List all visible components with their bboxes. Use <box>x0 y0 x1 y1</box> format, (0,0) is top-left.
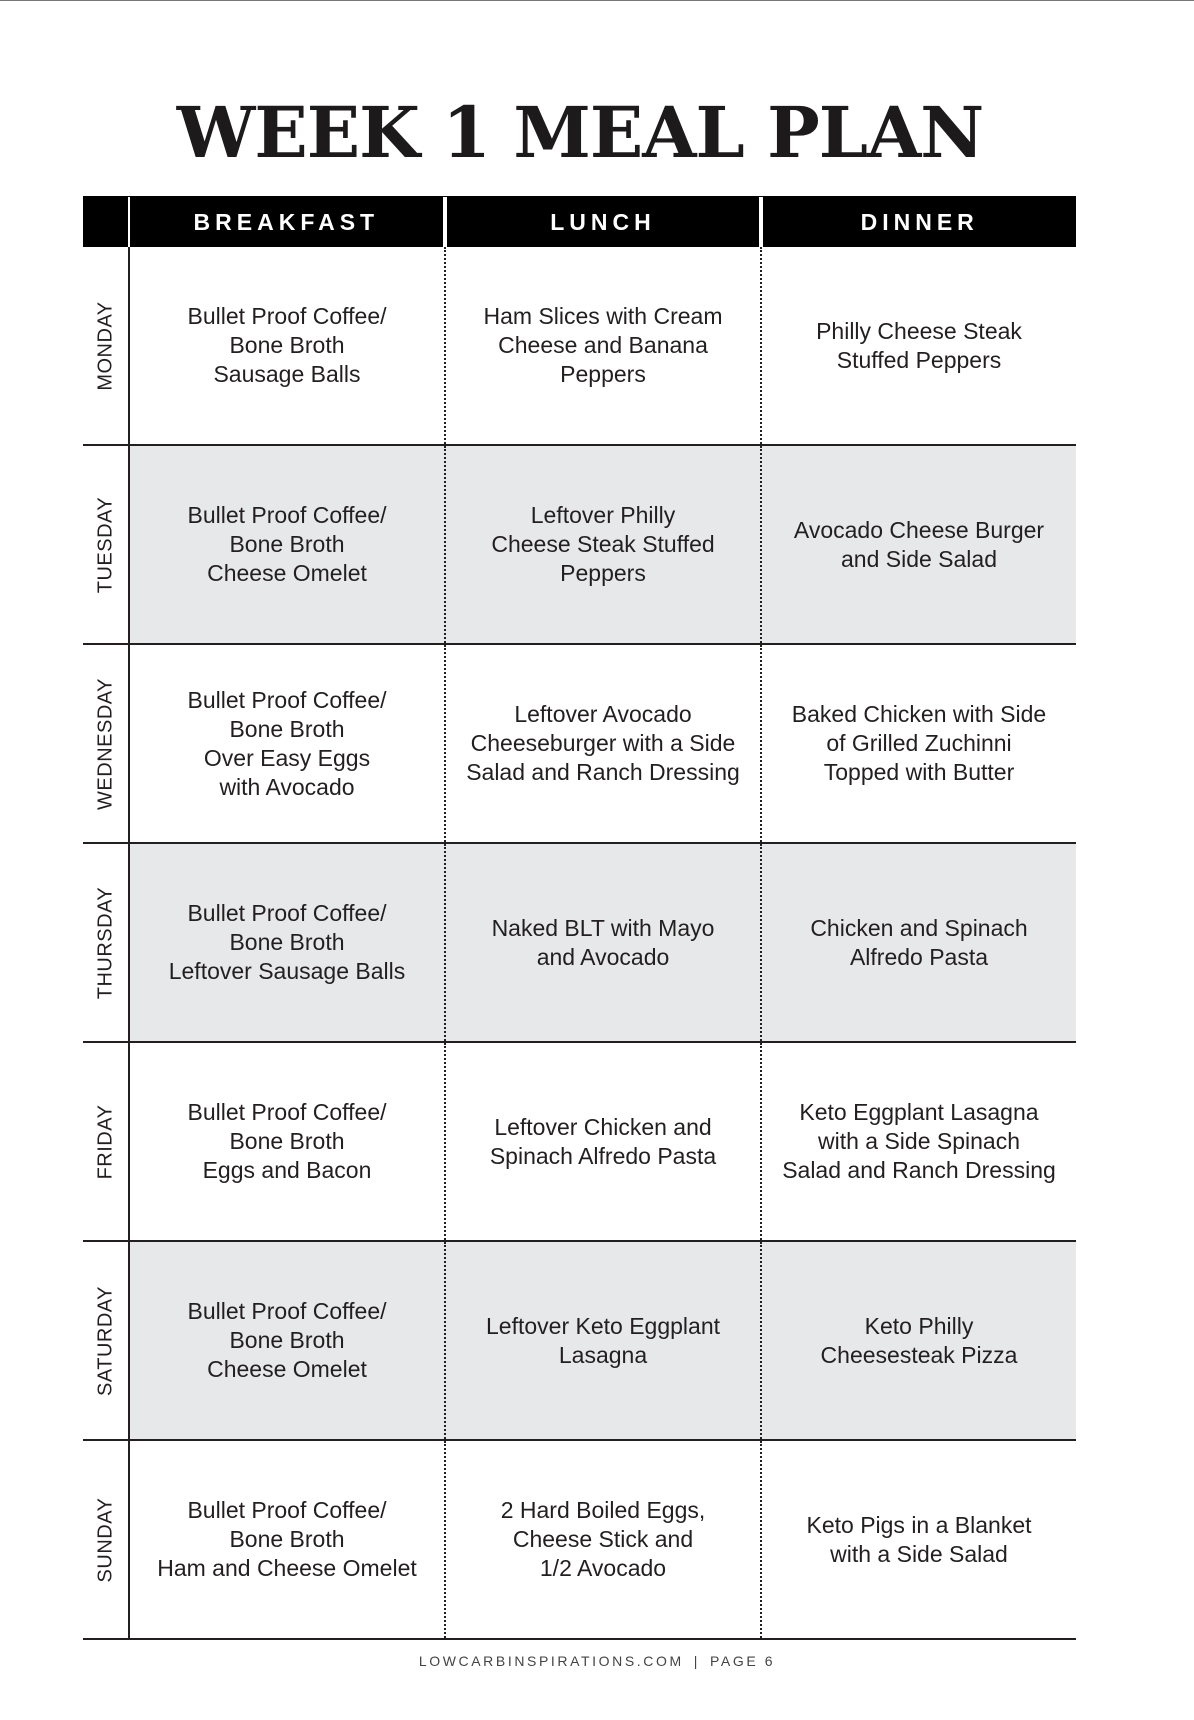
column-header-breakfast: BREAKFAST <box>130 197 447 247</box>
meal-text: Avocado Cheese Burger and Side Salad <box>793 516 1045 572</box>
meal-text: Leftover Chicken and Spinach Alfredo Pasta <box>489 1113 717 1169</box>
lunch-cell <box>446 1441 762 1638</box>
dinner-cell <box>762 1043 1076 1240</box>
day-label-text: SATURDAY <box>94 1285 116 1396</box>
lunch-cell <box>446 844 762 1041</box>
meal-text: Keto Eggplant Lasagna with a Side Spinach Salad and Ranch Dressing <box>782 1099 1056 1183</box>
meal-text: Philly Cheese Steak Stuffed Peppers <box>816 317 1022 373</box>
day-row-thursday <box>83 844 1076 1043</box>
day-row-saturday <box>83 1242 1076 1441</box>
meal-text: Leftover Avocado Cheeseburger with a Side Salad and Ranch Dressing <box>466 701 740 785</box>
dinner-cell <box>762 645 1076 842</box>
day-label <box>83 1043 130 1240</box>
dinner-cell <box>762 844 1076 1041</box>
meal-text: Bullet Proof Coffee/ Bone Broth Over Easy Eggs with Avocado <box>187 686 387 800</box>
day-label <box>83 247 130 444</box>
meal-text: Bullet Proof Coffee/ Bone Broth Ham and Cheese Omelet <box>157 1497 417 1581</box>
column-header-lunch: LUNCH <box>447 197 764 247</box>
meal-text: 2 Hard Boiled Eggs, Cheese Stick and 1/2 Avocado <box>500 1497 706 1581</box>
day-label-text: SUNDAY <box>94 1497 116 1582</box>
meal-text: Leftover Philly Cheese Steak Stuffed Peppers <box>491 502 715 586</box>
page-title: WEEK 1 MEAL PLAN <box>176 91 984 174</box>
breakfast-cell <box>130 1043 446 1240</box>
lunch-cell <box>446 645 762 842</box>
meal-text: Bullet Proof Coffee/ Bone Broth Leftover Sausage Balls <box>168 900 406 984</box>
day-row-wednesday <box>83 645 1076 844</box>
meal-text: Bullet Proof Coffee/ Bone Broth Cheese Omelet <box>187 502 387 586</box>
day-label <box>83 1441 130 1638</box>
footer-page-number: PAGE 6 <box>710 1653 776 1669</box>
dinner-cell <box>762 1242 1076 1439</box>
breakfast-cell <box>130 645 446 842</box>
meal-text: Bullet Proof Coffee/ Bone Broth Cheese Omelet <box>187 1298 387 1382</box>
day-row-monday <box>83 247 1076 446</box>
lunch-cell <box>446 1242 762 1439</box>
page-footer <box>0 1653 1194 1669</box>
meal-text: Naked BLT with Mayo and Avocado <box>491 914 715 970</box>
day-label <box>83 1242 130 1439</box>
meal-text: Bullet Proof Coffee/ Bone Broth Eggs and Bacon <box>187 1099 387 1183</box>
lunch-cell <box>446 446 762 643</box>
meal-plan-table <box>83 196 1076 1640</box>
column-header-dinner: DINNER <box>763 197 1076 247</box>
dinner-cell <box>762 446 1076 643</box>
dinner-cell <box>762 247 1076 444</box>
breakfast-cell <box>130 844 446 1041</box>
breakfast-cell <box>130 446 446 643</box>
day-row-tuesday <box>83 446 1076 645</box>
meal-text: Baked Chicken with Side of Grilled Zuchinni Topped with Butter <box>791 701 1047 785</box>
breakfast-cell <box>130 1441 446 1638</box>
day-row-sunday <box>83 1441 1076 1640</box>
day-label-text: TUESDAY <box>94 496 116 593</box>
day-label <box>83 645 130 842</box>
meal-text: Chicken and Spinach Alfredo Pasta <box>810 914 1028 970</box>
day-label <box>83 844 130 1041</box>
top-rule <box>0 0 1194 1</box>
dinner-cell <box>762 1441 1076 1638</box>
column-header-row <box>83 196 1076 247</box>
footer-site-link[interactable]: LOWCARBINSPIRATIONS.COM <box>418 1653 684 1669</box>
meal-text: Bullet Proof Coffee/ Bone Broth Sausage Balls <box>187 303 387 387</box>
lunch-cell <box>446 247 762 444</box>
day-label-text: FRIDAY <box>94 1104 116 1179</box>
meal-text: Leftover Keto Eggplant Lasagna <box>486 1312 720 1368</box>
day-row-friday <box>83 1043 1076 1242</box>
meal-text: Ham Slices with Cream Cheese and Banana Peppers <box>483 303 723 387</box>
day-label-text: WEDNESDAY <box>94 677 116 810</box>
breakfast-cell <box>130 1242 446 1439</box>
day-label-text: MONDAY <box>94 300 116 391</box>
meal-text: Keto Philly Cheesesteak Pizza <box>820 1312 1018 1368</box>
header-corner <box>83 197 130 247</box>
breakfast-cell <box>130 247 446 444</box>
day-label-text: THURSDAY <box>94 886 116 999</box>
lunch-cell <box>446 1043 762 1240</box>
footer-separator: | <box>693 1653 700 1669</box>
day-label <box>83 446 130 643</box>
meal-text: Keto Pigs in a Blanket with a Side Salad <box>806 1511 1032 1567</box>
